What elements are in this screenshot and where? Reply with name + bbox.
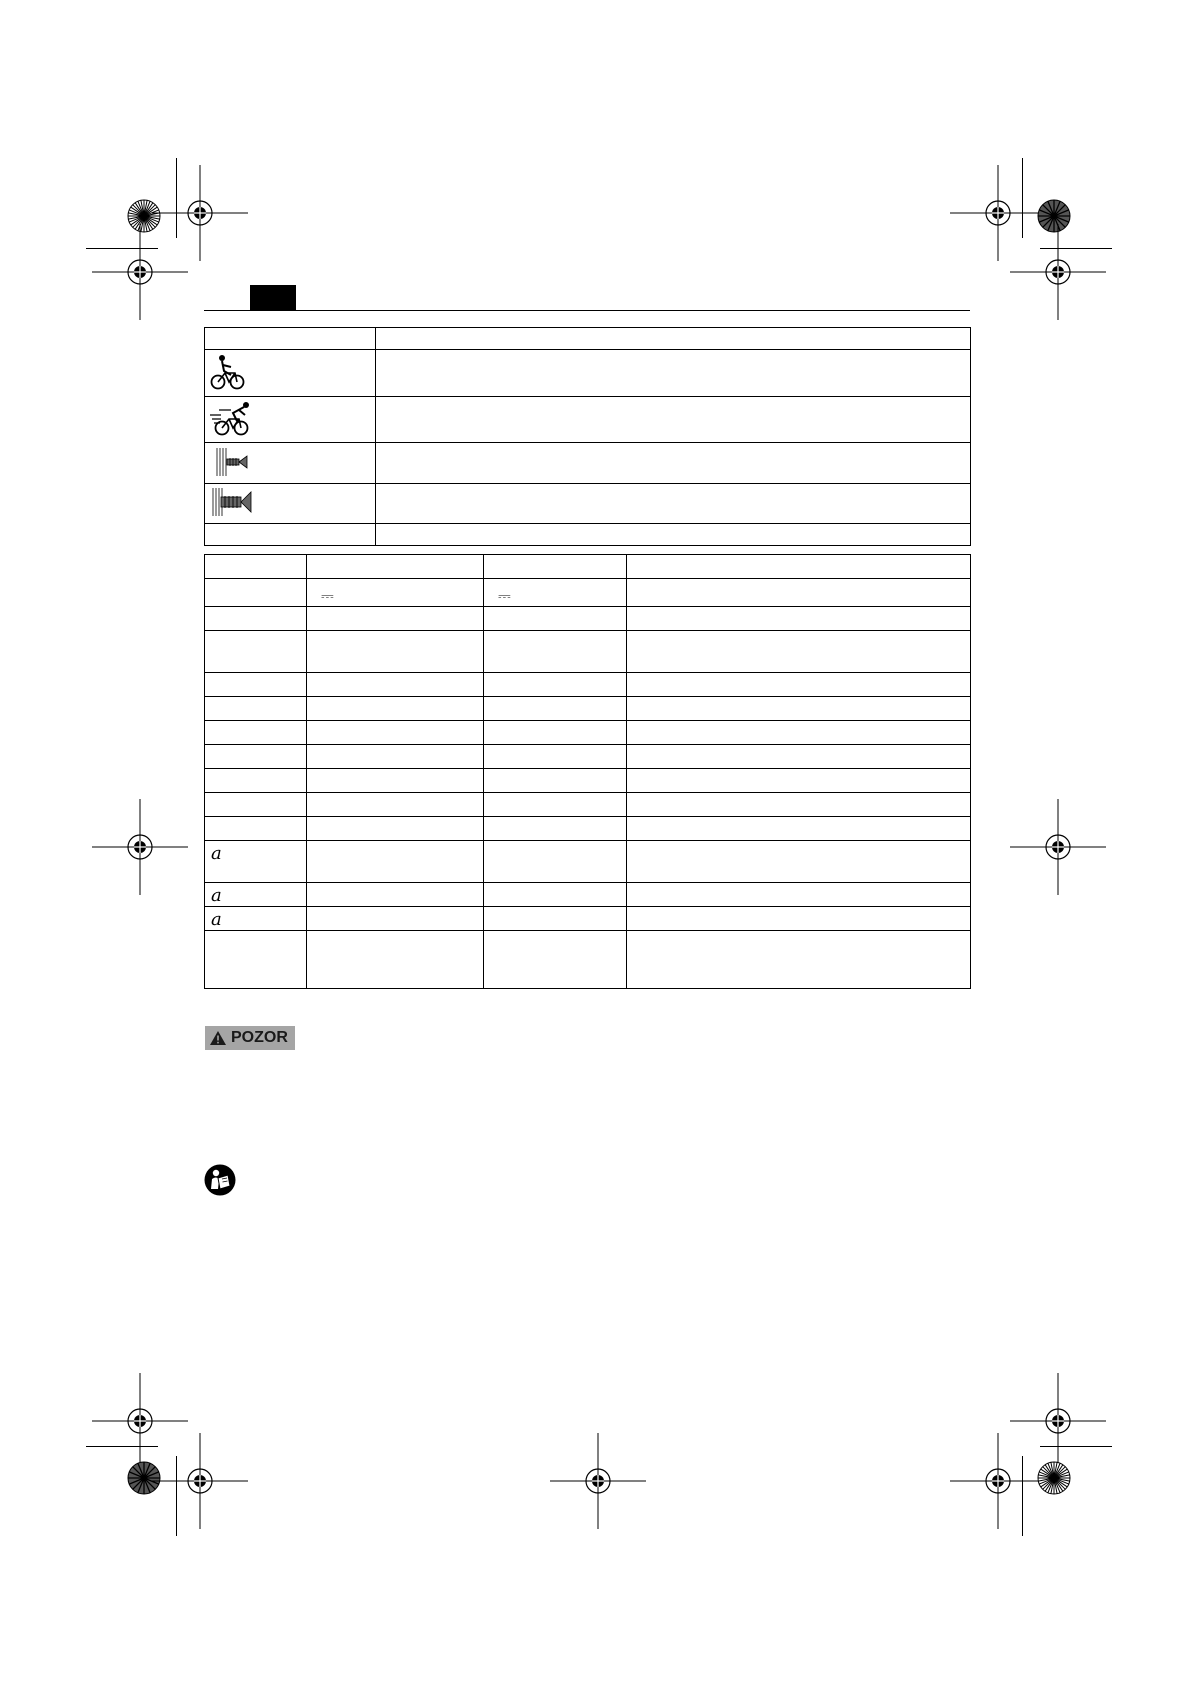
table-row (205, 555, 971, 579)
vibration-symbol: a (211, 885, 222, 906)
table-row (205, 524, 971, 546)
dc-symbol: ⎓ (321, 588, 334, 605)
table-row (205, 328, 971, 350)
spec-table (204, 554, 971, 989)
table-row (205, 443, 971, 484)
small-screw-icon (209, 446, 249, 478)
table-row (205, 907, 971, 931)
table-row (205, 745, 971, 769)
table-row (205, 931, 971, 989)
table-row (205, 883, 971, 907)
header-rule (204, 310, 970, 311)
table-row (205, 484, 971, 524)
table-row (205, 579, 971, 607)
high-speed-cyclist-icon (209, 399, 253, 437)
vibration-symbol: a (211, 843, 222, 864)
language-tab-marker (250, 285, 296, 310)
table-row (205, 841, 971, 883)
table-row (205, 397, 971, 443)
vibration-symbol: a (211, 909, 222, 930)
table-row (205, 721, 971, 745)
low-speed-cyclist-icon (209, 353, 247, 391)
read-manual-icon (204, 1164, 236, 1196)
symbols-table (204, 327, 971, 546)
table-row (205, 673, 971, 697)
table-row (205, 769, 971, 793)
table-row (205, 350, 971, 397)
warning-badge (205, 1026, 295, 1050)
warning-label: POZOR (231, 1029, 288, 1046)
table-row (205, 607, 971, 631)
large-screw-icon (209, 486, 253, 518)
table-row (205, 793, 971, 817)
dc-symbol: ⎓ (498, 588, 511, 605)
warning-triangle-icon (209, 1030, 227, 1046)
table-row (205, 697, 971, 721)
table-row (205, 817, 971, 841)
table-row (205, 631, 971, 673)
